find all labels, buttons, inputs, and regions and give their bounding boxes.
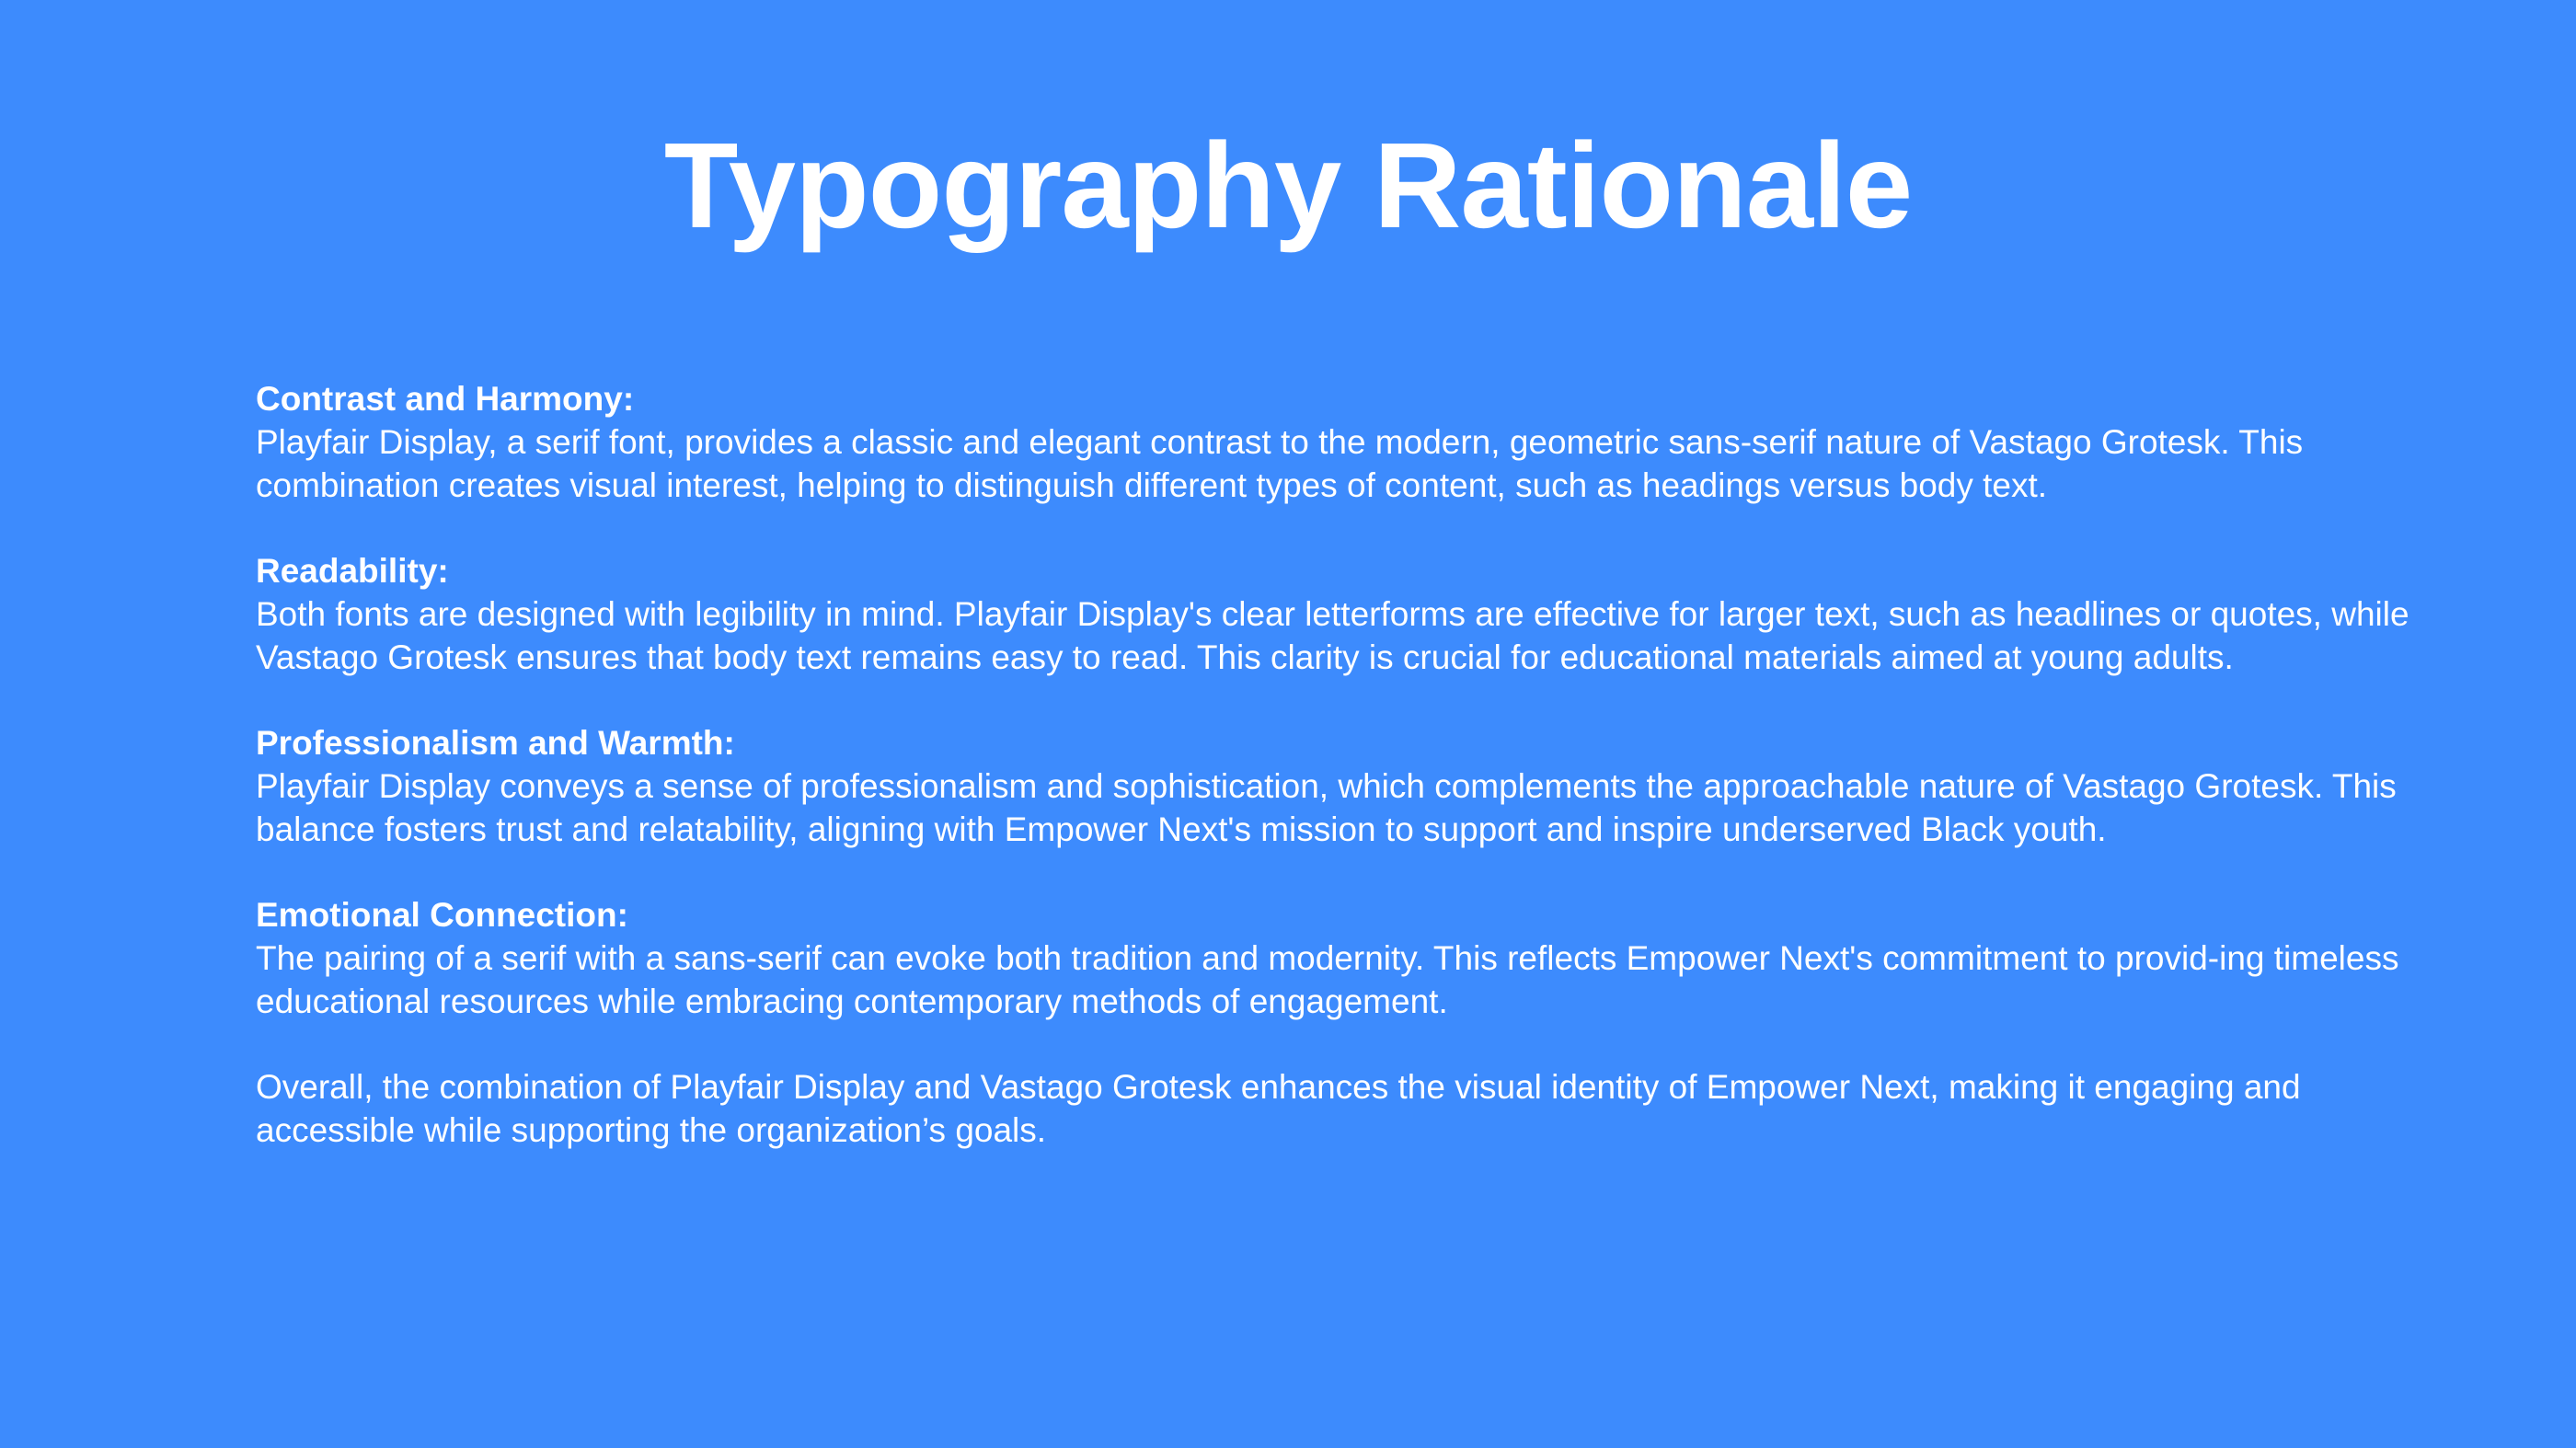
section-body: Playfair Display conveys a sense of professionalism and sophistication, which complements the approachable nature of Vastago Grotesk. This balance fosters trust and relatability, aligning with Empower Next's mission to support and inspire underserved Black youth.: [256, 767, 2397, 848]
section-body: Playfair Display, a serif font, provides a classic and elegant contrast to the modern, geometric sans-serif nature of Vastago Grotesk. This combination creates visual interest, helping to distinguish different types of content, such as headings versus body text.: [256, 423, 2304, 504]
section-heading: Readability:: [256, 552, 449, 590]
section-professionalism-warmth: [256, 721, 2445, 851]
section-body: The pairing of a serif with a sans-serif can evoke both tradition and modernity. This reflects Empower Next's commitment to provid-ing timeless educational resources while embracing contemporary methods of engagement.: [256, 939, 2399, 1020]
conclusion-paragraph: Overall, the combination of Playfair Display and Vastago Grotesk enhances the visual identity of Empower Next, making it engaging and accessible while supporting the organization’s goals.: [256, 1068, 2301, 1149]
section-heading: Professionalism and Warmth:: [256, 724, 735, 762]
slide-title: Typography Rationale: [663, 118, 1913, 253]
section-contrast-harmony: [256, 377, 2445, 507]
section-heading: Contrast and Harmony:: [256, 380, 635, 418]
section-heading: Emotional Connection:: [256, 896, 628, 934]
section-emotional-connection: [256, 893, 2445, 1023]
slide-content: [256, 377, 2445, 1152]
section-readability: [256, 549, 2445, 679]
section-body: Both fonts are designed with legibility in mind. Playfair Display's clear letterforms are effective for larger text, such as headlines or quotes, while Vastago Grotesk ensures that body text remains easy to read. This clarity is crucial for educational materials aimed at young adults.: [256, 595, 2409, 676]
